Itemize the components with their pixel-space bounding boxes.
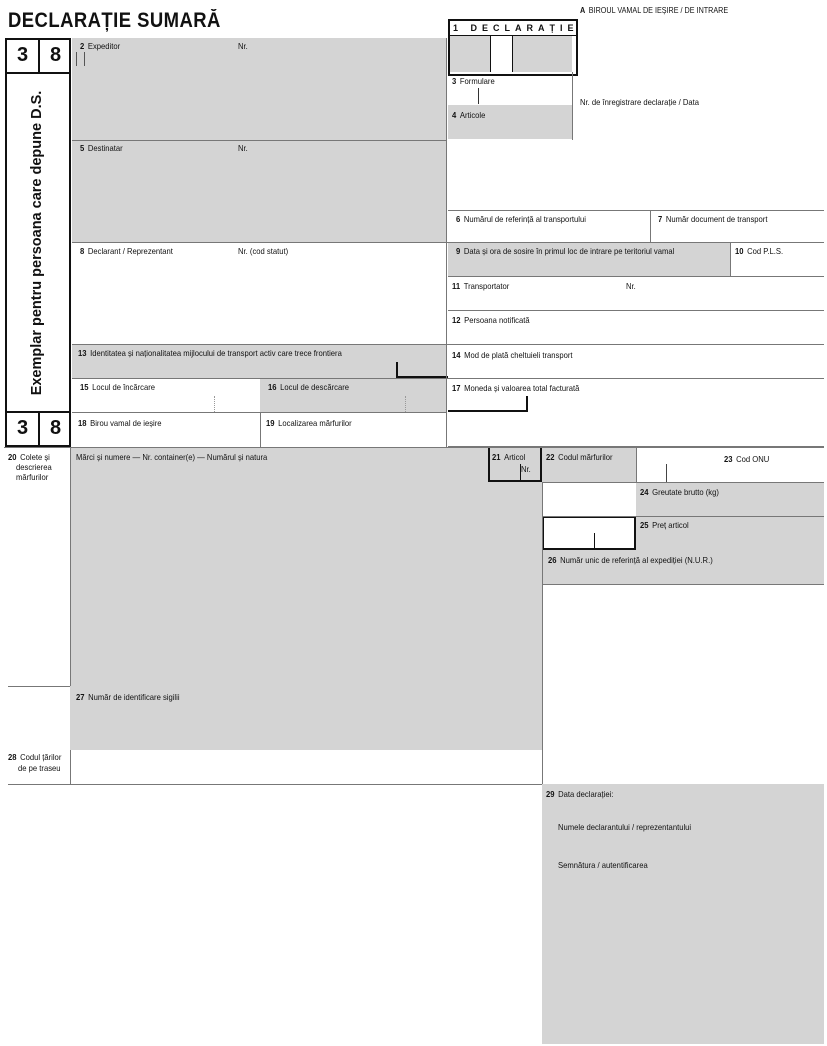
form-title: DECLARAȚIE SUMARĂ	[8, 9, 221, 32]
goods-description-area[interactable]	[70, 448, 542, 686]
field-5-destinatar[interactable]	[72, 140, 446, 242]
field-7-transport-doc[interactable]: 7 Număr document de transport	[658, 214, 768, 224]
copy-number-bottom: 3 8	[5, 411, 71, 447]
declarant-name-label: Numele declarantului / reprezentantului	[558, 822, 692, 832]
field-23-un-code[interactable]: 23 Cod ONU	[724, 454, 770, 464]
field-8-declarant[interactable]	[72, 242, 446, 344]
field-25-price-box[interactable]	[542, 516, 636, 550]
vertical-copy-label: Exemplar pentru persoana care depune D.S.	[29, 90, 45, 396]
signature-label: Semnătura / autentificarea	[558, 860, 648, 870]
field-28-route-countries[interactable]: 28 Codul țărilor	[8, 752, 62, 762]
field-11-transportator[interactable]: 11 Transportator	[452, 281, 510, 291]
box-a-label: A BIROUL VAMAL DE IEȘIRE / DE INTRARE	[580, 6, 729, 15]
declaration-type-box[interactable]	[448, 19, 578, 76]
field-14-payment-method[interactable]: 14 Mod de plată cheltuieli transport	[452, 350, 573, 360]
registration-label: Nr. de înregistrare declarație / Data	[580, 97, 700, 107]
field-18-exit-office[interactable]: 18 Birou vamal de ieșire	[78, 418, 162, 428]
field-2-expeditor[interactable]	[72, 38, 446, 140]
field-10-pls-code[interactable]: 10 Cod P.L.S.	[735, 246, 784, 256]
field-20-packages: 20 Colete și	[8, 452, 50, 462]
field-6-transport-ref[interactable]: 6 Numărul de referință al transportului	[456, 214, 586, 224]
field-12-notified-person[interactable]: 12 Persoana notificată	[452, 315, 530, 325]
copy-number-top: 3 8	[5, 38, 71, 74]
field-19-goods-location[interactable]: 19 Localizarea mărfurilor	[266, 418, 352, 428]
declaration-header: 1 DECLARAȚIE	[450, 21, 576, 36]
field-17-currency-value[interactable]: 17 Moneda și valoarea total facturată	[452, 383, 580, 393]
